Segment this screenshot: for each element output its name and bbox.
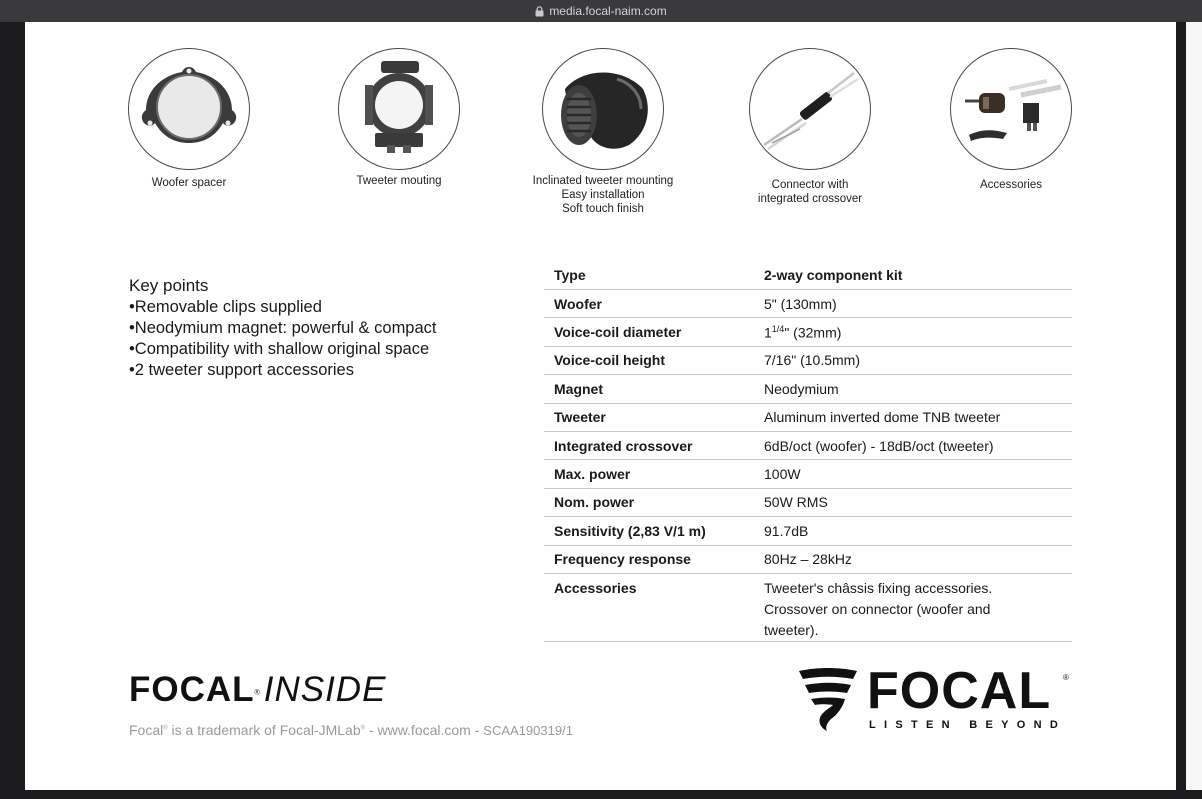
accessory-image-circle — [338, 48, 460, 170]
spec-table — [544, 261, 1072, 642]
spec-row — [544, 517, 1072, 545]
reg-mark: ® — [254, 689, 260, 697]
spec-value: 91.7dB — [754, 517, 1072, 545]
spec-row — [544, 318, 1072, 346]
spec-value: 50W RMS — [754, 488, 1072, 516]
spec-value: 100W — [754, 460, 1072, 488]
caption-line: Woofer spacer — [151, 177, 227, 189]
spec-row — [544, 460, 1072, 488]
inside-logo-light: INSIDE — [263, 670, 387, 709]
spec-label: Max. power — [544, 460, 754, 488]
key-point-item: •Removable clips supplied — [129, 298, 322, 316]
woofer-spacer-icon — [129, 49, 249, 169]
accessory-caption — [715, 178, 905, 206]
key-points — [129, 276, 437, 381]
spec-value: 5" (130mm) — [754, 290, 1072, 318]
reg-mark: ® — [360, 725, 366, 732]
spec-value: 80Hz – 28kHz — [754, 545, 1072, 573]
accessories-parts-icon — [951, 49, 1071, 169]
spec-row — [544, 375, 1072, 403]
footer-brand: Focal — [129, 722, 164, 738]
key-point-text: 2 tweeter support accessories — [134, 361, 354, 379]
spec-label: Magnet — [544, 375, 754, 403]
spec-row — [544, 545, 1072, 573]
accessory-image-circle — [950, 48, 1072, 170]
accessory-caption — [916, 178, 1106, 192]
value-whole: 1 — [764, 324, 772, 341]
accessory-parts — [916, 48, 1106, 192]
spec-label: Sensitivity (2,83 V/1 m) — [544, 517, 754, 545]
caption-line: integrated crossover — [757, 193, 863, 205]
spec-label: Voice-coil height — [544, 346, 754, 374]
spec-label: Integrated crossover — [544, 431, 754, 459]
inside-logo-bold: FOCAL — [129, 670, 255, 709]
spec-row — [544, 403, 1072, 431]
url-text: media.focal-naim.com — [549, 4, 667, 18]
spec-value: 2-way component kit — [754, 261, 1072, 290]
tweeter-mount-icon — [339, 49, 459, 169]
accessory-caption — [94, 176, 284, 190]
key-point-text: Removable clips supplied — [134, 298, 322, 316]
spec-label: Frequency response — [544, 545, 754, 573]
accessory-woofer-spacer — [94, 48, 284, 190]
reg-mark: ® — [1063, 673, 1069, 682]
focal-emblem-icon — [797, 667, 859, 733]
accessory-caption — [304, 174, 494, 188]
caption-line: Inclinated tweeter mounting — [532, 175, 674, 187]
focal-logo — [797, 662, 1077, 733]
key-point-item: •Compatibility with shallow original space — [129, 340, 430, 358]
logo-tagline: LISTEN BEYOND — [869, 719, 1067, 731]
caption-line: Soft touch finish — [562, 203, 644, 215]
spec-label: Tweeter — [544, 403, 754, 431]
spec-label: Accessories — [544, 573, 754, 641]
value-rest: " (32mm) — [784, 324, 842, 341]
spec-value: 6dB/oct (woofer) - 18dB/oct (tweeter) — [754, 431, 1072, 459]
spec-label: Woofer — [544, 290, 754, 318]
lock-icon — [535, 6, 544, 17]
spec-row — [544, 431, 1072, 459]
spec-value-line: tweeter). — [764, 621, 819, 638]
spec-label: Type — [544, 261, 754, 290]
spec-label: Nom. power — [544, 488, 754, 516]
accessory-tweeter-mounting — [304, 48, 494, 188]
url-display[interactable] — [0, 3, 1202, 19]
caption-line: Connector with — [771, 179, 849, 191]
caption-line: Accessories — [980, 179, 1042, 191]
spec-value — [754, 573, 1072, 641]
page-edge — [1186, 22, 1202, 790]
footer-trademark — [129, 722, 573, 738]
spec-row — [544, 290, 1072, 318]
reg-mark: ® — [163, 725, 168, 732]
footer-text: is a trademark of Focal-JMLab — [167, 722, 361, 738]
spec-row-accessories — [544, 573, 1072, 641]
spec-value: 7/16" (10.5mm) — [754, 346, 1072, 374]
footer-code: SCAA190319/1 — [483, 723, 573, 738]
key-points-title: Key points — [129, 276, 209, 295]
accessory-caption — [508, 174, 698, 216]
inclined-tweeter-icon — [543, 49, 663, 169]
accessory-image-circle — [749, 48, 871, 170]
accessory-image-circle — [128, 48, 250, 170]
accessory-inclined-tweeter — [508, 48, 698, 216]
spec-label: Voice-coil diameter — [544, 318, 754, 346]
spec-value — [754, 318, 1072, 346]
value-fraction: 1/4 — [771, 323, 785, 334]
spec-value-line: Tweeter's châssis fixing accessories. — [764, 579, 993, 596]
spec-row — [544, 346, 1072, 374]
spec-value-line: Crossover on connector (woofer and — [764, 600, 991, 617]
spec-value: Aluminum inverted dome TNB tweeter — [754, 403, 1072, 431]
footer-site: - www.focal.com - — [365, 722, 484, 738]
accessory-image-circle — [542, 48, 664, 170]
connector-cable-icon — [750, 49, 870, 169]
browser-url-bar[interactable] — [0, 0, 1202, 22]
key-point-item: •2 tweeter support accessories — [129, 361, 354, 379]
key-point-item: •Neodymium magnet: powerful & compact — [129, 319, 437, 337]
caption-line: Easy installation — [561, 189, 645, 201]
key-point-text: Compatibility with shallow original space — [134, 340, 430, 358]
focal-inside-logo — [129, 670, 386, 710]
spec-value: Neodymium — [754, 375, 1072, 403]
caption-line: Tweeter mouting — [356, 175, 442, 187]
spec-row — [544, 488, 1072, 516]
key-point-text: Neodymium magnet: powerful & compact — [134, 319, 437, 337]
spec-row-type — [544, 261, 1072, 290]
accessory-connector — [715, 48, 905, 206]
logo-wordmark: FOCAL — [867, 662, 1052, 720]
